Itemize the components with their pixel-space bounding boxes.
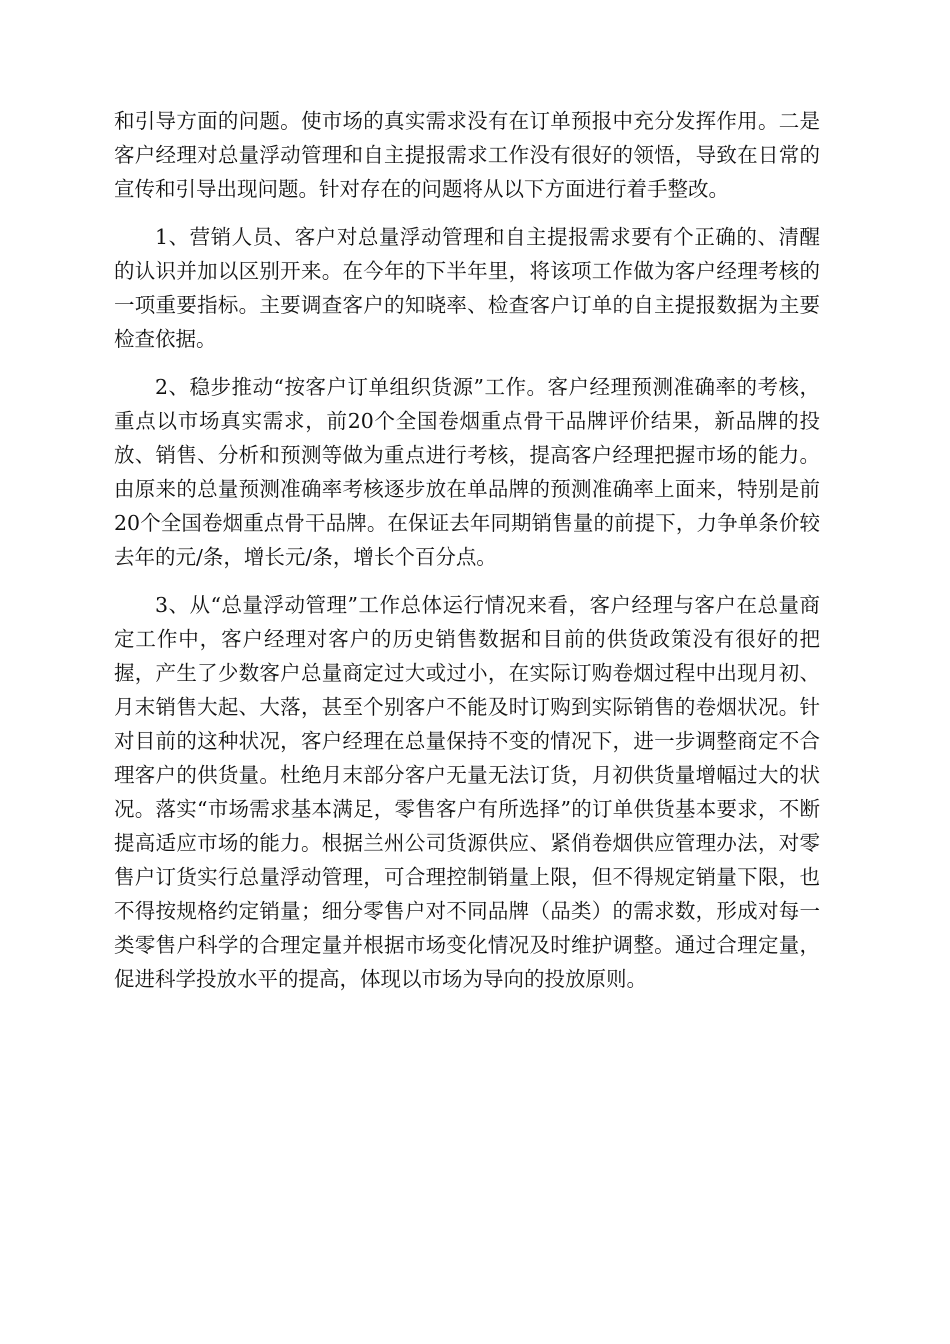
paragraph-gap (114, 206, 820, 220)
paragraph-continuation: 和引导方面的问题。使市场的真实需求没有在订单预报中充分发挥作用。二是客户经理对总量浮动管理和自主提报需求工作没有很好的领悟，导致在日常的宣传和引导出现问题。针对存在的问题将从以下方面进行着手整改。 (114, 109, 820, 201)
paragraph-gap (114, 356, 820, 370)
paragraph-item-3: 3、从“总量浮动管理”工作总体运行情况来看，客户经理与客户在总量商定工作中，客户经理对客户的历史销售数据和目前的供货政策没有很好的把握，产生了少数客户总量商定过大或过小，在实际订购卷烟过程中出现月初、月末销售大起、大落，甚至个别客户不能及时订购到实际销售的卷烟状况。针对目前的这种状况，客户经理在总量保持不变的情况下，进一步调整商定不合理客户的供货量。杜绝月末部分客户无量无法订货，月初供货量增幅过大的状况。落实“市场需求基本满足，零售客户有所选择”的订单供货基本要求，不断提高适应市场的能力。根据兰州公司货源供应、紧俏卷烟供应管理办法，对零售户订货实行总量浮动管理，可合理控制销量上限，但不得规定销量下限，也不得按规格约定销量；细分零售户对不同品牌（品类）的需求数，形成对每一类零售户科学的合理定量并根据市场变化情况及时维护调整。通过合理定量，促进科学投放水平的提高，体现以市场为导向的投放原则。 (114, 593, 820, 991)
paragraph-item-1: 1、营销人员、客户对总量浮动管理和自主提报需求要有个正确的、清醒的认识并加以区别开来。在今年的下半年里，将该项工作做为客户经理考核的一项重要指标。主要调查客户的知晓率、检查客户订单的自主提报数据为主要检查依据。 (114, 225, 820, 351)
paragraph-item-2: 2、稳步推动“按客户订单组织货源”工作。客户经理预测准确率的考核，重点以市场真实需求，前20个全国卷烟重点骨干品牌评价结果，新品牌的投放、销售、分析和预测等做为重点进行考核，提高客户经理把握市场的能力。由原来的总量预测准确率考核逐步放在单品牌的预测准确率上面来，特别是前20个全国卷烟重点骨干品牌。在保证去年同期销售量的前提下，力争单条价较去年的元/条，增长元/条，增长个百分点。 (114, 375, 820, 569)
paragraph-gap (114, 574, 820, 588)
